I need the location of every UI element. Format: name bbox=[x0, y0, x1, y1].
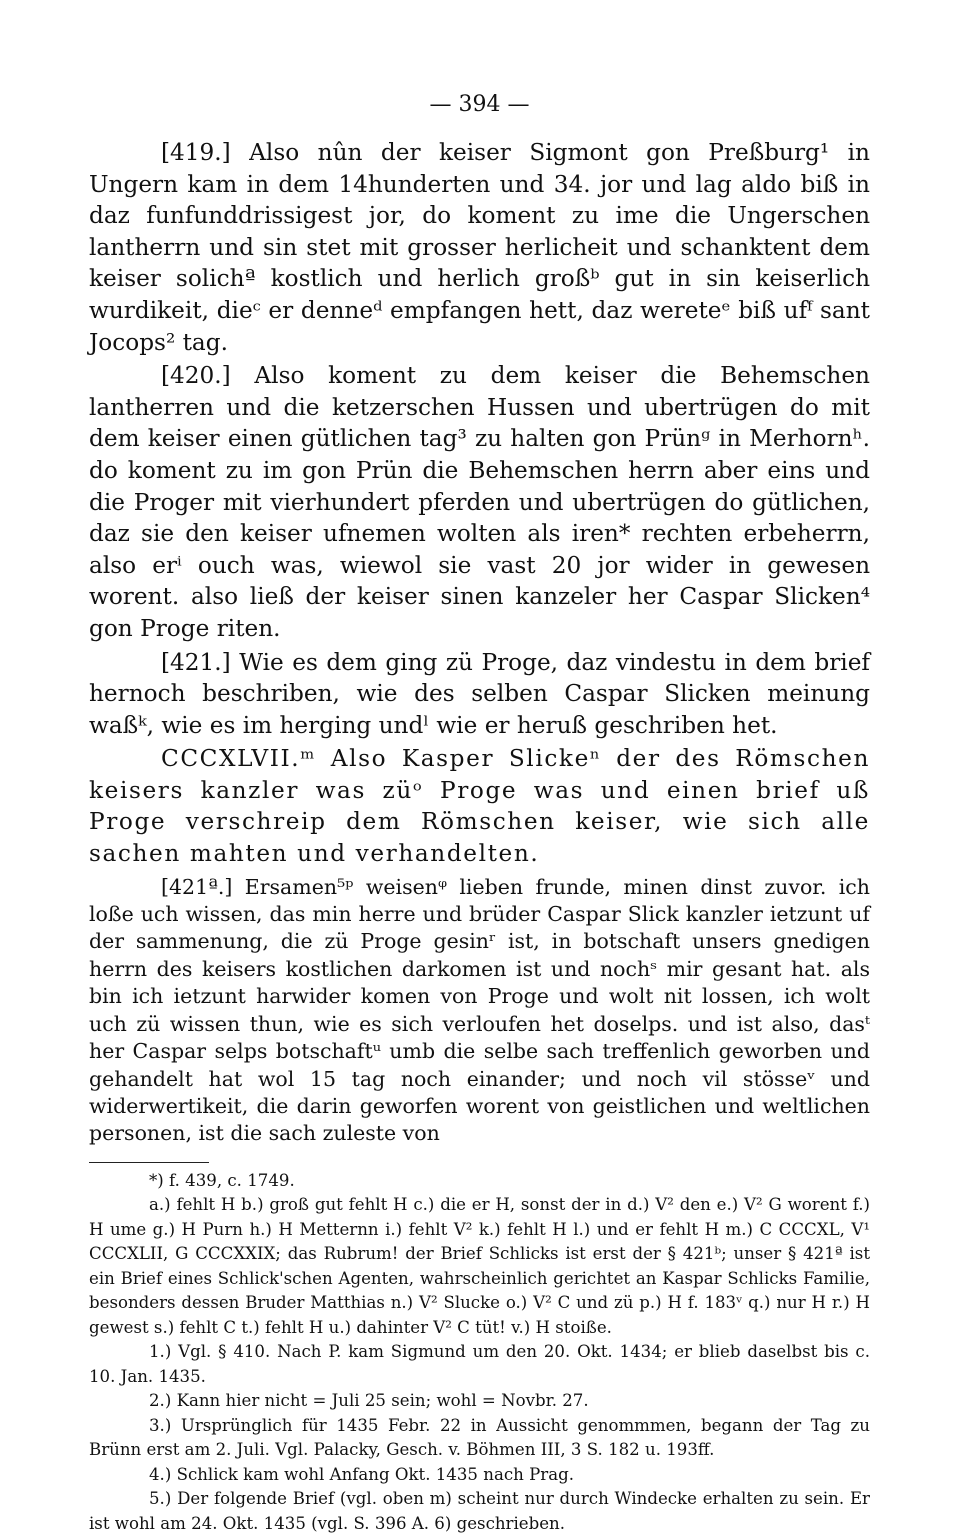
footnote-rule bbox=[89, 1162, 209, 1163]
footnote-variants: a.) fehlt H b.) groß gut fehlt H c.) die er H, sonst der in d.) V² den e.) V² G worent f.) H ume g.) H Purn h.) H Metternn i.) fehlt V² k.) fehlt H l.) und er fehlt H m.) C CCCXL, V¹ CCCXLII, G CCCXXIX; das Rubrum! der Brief Schlicks ist erst der § 421ᵇ; unser § 421ª ist ein Brief eines Schlick'schen Agenten, wahrscheinlich gerichtet an Kaspar Schlicks Familie, besonders dessen Bruder Matthias n.) V² Slucke o.) V² C und zü p.) H f. 183ᵛ q.) nur H r.) H gewest s.) fehlt C t.) fehlt H u.) dahinter V² C tüt! v.) H stoiße. bbox=[89, 1195, 870, 1337]
footnote-5: 5.) Der folgende Brief (vgl. oben m) scheint nur durch Windecke erhalten zu sein. Er ist wohl am 24. Okt. 1435 (vgl. S. 396 A. 6) geschrieben. bbox=[89, 1489, 870, 1533]
footnote-2: 2.) Kann hier nicht = Juli 25 sein; wohl = Novbr. 27. bbox=[149, 1391, 589, 1411]
footnotes bbox=[89, 1169, 870, 1536]
page-number: — 394 — bbox=[429, 92, 530, 117]
main-text bbox=[89, 137, 870, 741]
book-page bbox=[89, 92, 870, 1536]
footnote-4: 4.) Schlick kam wohl Anfang Okt. 1435 nach Prag. bbox=[149, 1464, 574, 1484]
paragraph-420: [420.] Also koment zu dem keiser die Behemschen lantherren und die ketzerschen Hussen und ubertrügen do mit dem keiser einen gütlichen tag³ zu halten gon Prünᵍ in Merhornʰ. do koment zu im gon Prün die Behemschen herrn aber eins und die Proger mit vierhundert pferden und ubertrügen do gütlichen, daz sie den keiser ufnemen wolten als iren* rechten erbeherrn, also erⁱ ouch was, wiewol sie vast 20 jor wider in gewesen worent. also ließ der keiser sinen kanzeler her Caspar Slicken⁴ gon Proge riten. bbox=[89, 362, 870, 642]
letter-text bbox=[89, 874, 870, 1148]
paragraph-421: [421.] Wie es dem ging zü Proge, daz vindestu in dem brief hernoch beschriben, wie des selben Caspar Slicken meinung waßᵏ, wie es im herging undˡ wie er heruß geschriben het. bbox=[89, 648, 870, 739]
footnote-1: 1.) Vgl. § 410. Nach P. kam Sigmund um den 20. Okt. 1434; er blieb daselbst bis c. 10. Jan. 1435. bbox=[89, 1342, 870, 1386]
paragraph-421a: [421ª.] Ersamen⁵ᵖ weisenᵠ lieben frunde, minen dinst zuvor. ich loße uch wissen, das min herre und brüder Caspar Slick kanzler ietzunt uf der sammenung, die zü Proge gesinʳ ist, in botschaft unsers gnedigen herrn des keisers kostlichen darkomen ist und nochˢ mir gesant hat. als bin ich ietzunt harwider komen von Proge und wolt nit lossen, ich wolt uch zü wissen thun, wie es sich verloufen het doselps. und ist also, dasᵗ her Caspar selps botschaftᵘ umb die selbe sach treffenlich geworben und gehandelt hat wol 15 tag noch einander; und noch vil stösseᵛ und widerwertikeit, die darin geworfen worent von geistlichen und weltlichen personen, ist die sach zuleste von bbox=[89, 874, 870, 1146]
chapter-heading: CCCXLVII.ᵐ Also Kasper Slickeⁿ der des Römschen keisers kanzler was züᵒ Proge was und einen brief uß Proge verschreip dem Römschen keiser, wie sich alle sachen mahten und verhandelten. bbox=[89, 745, 870, 868]
paragraph-419: [419.] Also nûn der keiser Sigmont gon Preßburg¹ in Ungern kam in dem 14hunderten und 34. jor und lag aldo biß in daz funfunddrissigest jor, do koment zu ime die Ungerschen lantherrn und sin stet mit grosser herlicheit und schanktent dem keiser solichª kostlich und herlich großᵇ gut in sin keiserlich wurdikeit, dieᶜ er denneᵈ empfangen hett, daz wereteᵉ biß ufᶠ sant Jocops² tag. bbox=[89, 139, 870, 356]
footnote-3: 3.) Ursprünglich für 1435 Febr. 22 in Aussicht genommmen, begann der Tag zu Brünn erst am 2. Juli. Vgl. Palacky, Gesch. v. Böhmen III, 3 S. 182 u. 193ff. bbox=[89, 1415, 870, 1460]
footnote-star: *) f. 439, c. 1749. bbox=[149, 1170, 295, 1190]
